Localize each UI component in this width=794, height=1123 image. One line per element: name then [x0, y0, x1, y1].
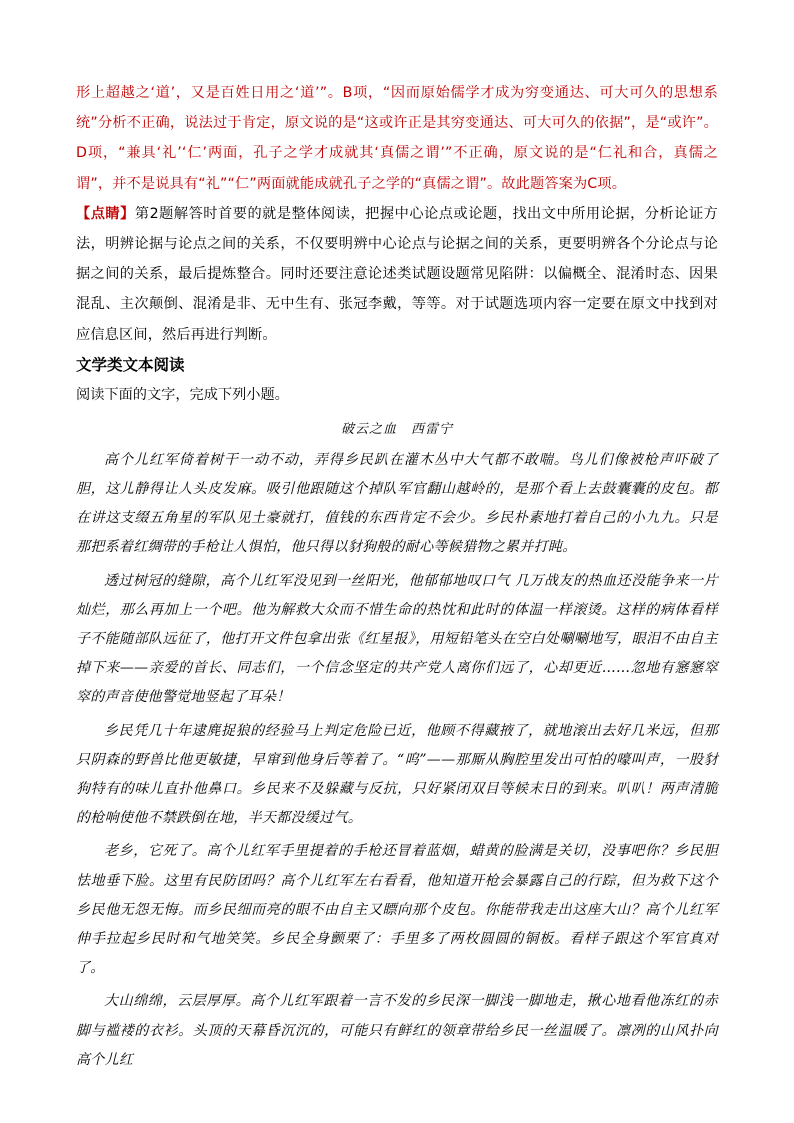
- story-paragraph-3: 乡民凭几十年逮麂捉狼的经验马上判定危险已近，他顾不得藏掖了，就地滚出去好几米远，但那只阴森的野兽比他更敏捷，早窜到他身后等着了。“呜”——那厮从胸腔里发出可怕的嚎叫声，一股豺狗特有的味儿直扑他鼻口。乡民来不及躲藏与反抗，只好紧闭双目等候末日的到来。叭叭！两声清脆的枪响使他不禁跌倒在地，半天都没缓过气。: [76, 722, 718, 827]
- story-title: 破云之血 西雷宁: [340, 421, 453, 437]
- story-paragraph-1: 高个儿红军倚着树干一动不动，弄得乡民趴在灌木丛中大气都不敢喘。鸟儿们像被枪声吓破了胆，这儿静得让人头皮发麻。吸引他跟随这个掉队军官翻山越岭的，是那个看上去鼓囊囊的皮包。都在讲这支缀五角星的军队见土豪就打，值钱的东西肯定不会少。乡民朴素地打着自己的小九九。只是那把系着红绸带的手枪让人惧怕，他只得以豺狗般的耐心等候猎物之累并打盹。: [76, 451, 718, 556]
- tip-label: 【点睛】: [76, 205, 135, 222]
- section-title: 文学类文本阅读: [76, 355, 185, 374]
- answer-explanation: 形上超越之‘道’，又是百姓日用之‘道’”。B项，“因而原始儒学才成为穷变通达、可大可久的思想系统”分析不正确，说法过于肯定，原文说的是“这或许正是其穷变通达、可大可久的依据”，是“或许”。D项，“兼具‘礼’‘仁’两面，孔子之学才成就其‘真儒之谓’”不正确，原文说的是“仁礼和合，真儒之谓”，并不是说具有“礼”“仁”两面就能成就孔子之学的“真儒之谓”。故此题答案为C项。: [76, 85, 718, 192]
- tip-paragraph: [76, 199, 718, 350]
- story-paragraph-5: 大山绵绵，云层厚厚。高个儿红军跟着一言不发的乡民深一脚浅一脚地走，揪心地看他冻红的赤脚与褴褛的衣衫。头顶的天幕昏沉沉的，可能只有鲜红的领章带给乡民一丝温暖了。凛冽的山风扑向高个儿红: [76, 993, 718, 1068]
- section-instruction: 阅读下面的文字，完成下列小题。: [76, 386, 289, 403]
- document-page: [76, 78, 718, 1075]
- tip-text: 第2题解答时首要的就是整体阅读，把握中心论点或论题，找出文中所用论据，分析论证方法，明辨论据与论点之间的关系，不仅要明辨中心论点与论据之间的关系，更要明辨各个分论点与论据之间的关系，最后提炼整合。同时还要注意论述类试题设题常见陷阱：以偏概全、混淆时态、因果混乱、主次颠倒、混淆是非、无中生有、张冠李戴，等等。对于试题选项内容一定要在原文中找到对应信息区间，然后再进行判断。: [76, 205, 718, 343]
- story-paragraph-2: 透过树冠的缝隙，高个儿红军没见到一丝阳光，他郁郁地叹口气 几万战友的热血还没能争来一片灿烂，那么再加上一个吧。他为解救大众而不惜生命的热忱和此时的体温一样滚烫。这样的病体看样子不能随部队远征了，他打开文件包拿出张《红星报》，用短铅笔头在空白处唰唰地写，眼泪不由自主掉下来——亲爱的首长、同志们，一个信念坚定的共产党人离你们远了，心却更近……忽地有窸窸窣窣的声音使他警觉地竖起了耳朵！: [76, 572, 718, 706]
- story-paragraph-4: 老乡，它死了。高个儿红军手里提着的手枪还冒着蓝烟，蜡黄的脸满是关切，没事吧你？乡民胆怯地垂下脸。这里有民防团吗？高个儿红军左右看看，他知道开枪会暴露自己的行踪，但为救下这个乡民他无怨无悔。而乡民细而亮的眼不由自主又瞟向那个皮包。你能带我走出这座大山？高个儿红军伸手拉起乡民时和气地笑笑。乡民全身颤栗了：手里多了两枚圆圆的铜板。看样子跟这个军官真对了。: [76, 843, 718, 977]
